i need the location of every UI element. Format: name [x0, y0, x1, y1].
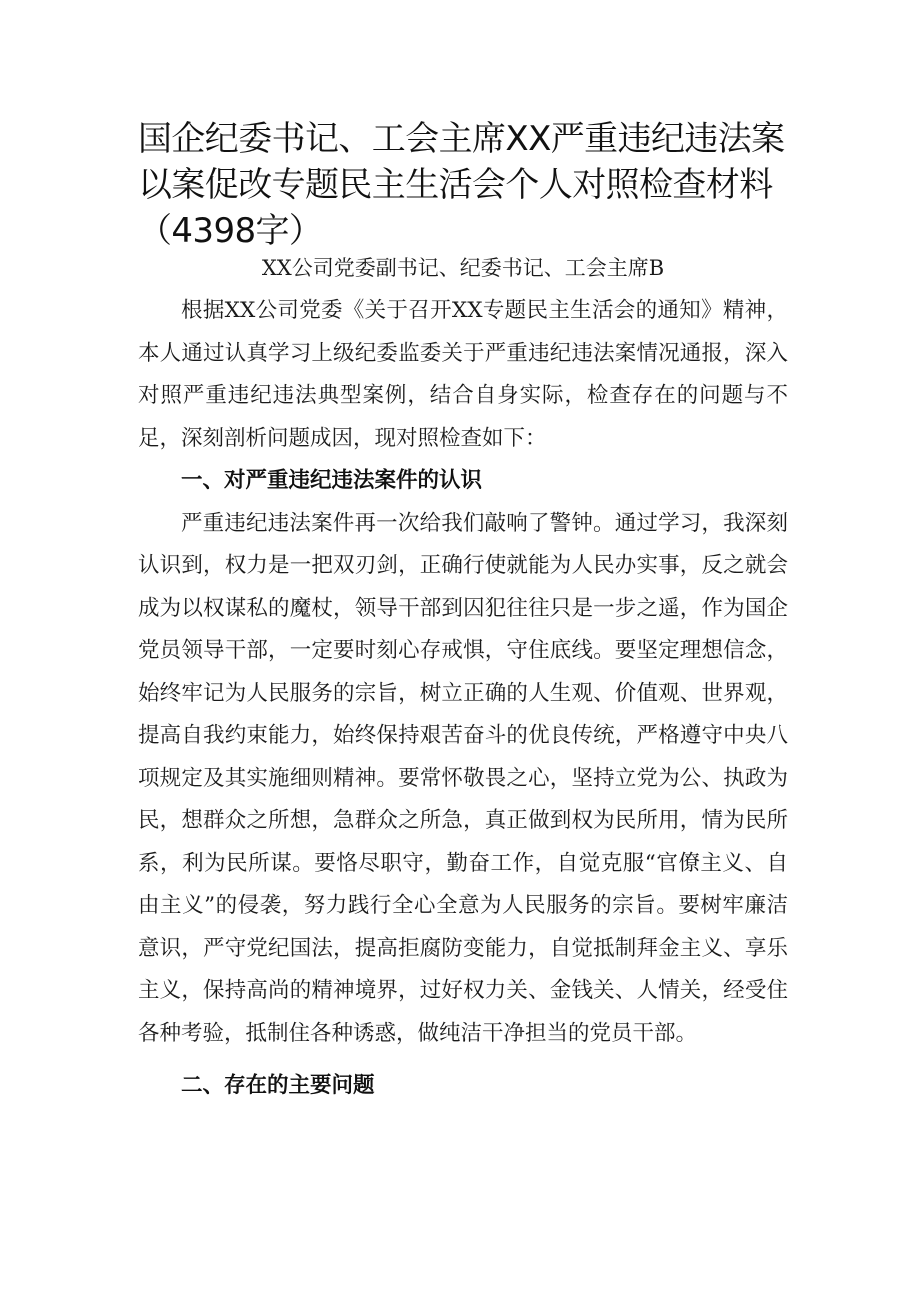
document-title: 国企纪委书记、工会主席XX严重违纪违法案以案促改专题民主生活会个人对照检查材料（4398字）: [138, 119, 785, 251]
section-1-paragraph: 严重违纪违法案件再一次给我们敲响了警钟。通过学习，我深刻认识到，权力是一把双刃剑，正确行使就能为人民办实事，反之就会成为以权谋私的魔杖，领导干部到囚犯往往只是一步之遥，作为国企党员领导干部，一定要时刻心存戒惧，守住底线。要坚定理想信念，始终牢记为人民服务的宗旨，树立正确的人生观、价值观、世界观，提高自我约束能力，始终保持艰苦奋斗的优良传统，严格遵守中央八项规定及其实施细则精神。要常怀敬畏之心，坚持立党为公、执政为民，想群众之所想，急群众之所急，真正做到权为民所用，情为民所系，利为民所谋。要恪尽职守，勤奋工作，自觉克服“官僚主义、自由主义”的侵袭，努力践行全心全意为人民服务的宗旨。要树牢廉洁意识，严守党纪国法，提高拒腐防变能力，自觉抵制拜金主义、享乐主义，保持高尚的精神境界，过好权力关、金钱关、人情关，经受住各种考验，抵制住各种诱惑，做纯洁干净担当的党员干部。: [138, 510, 788, 1046]
intro-paragraph: 根据XX公司党委《关于召开XX专题民主生活会的通知》精神，本人通过认真学习上级纪委监委关于严重违纪违法案情况通报，深入对照严重违纪违法典型案例，结合自身实际，检查存在的问题与不足，深刻剖析问题成因，现对照检查如下：: [138, 298, 788, 451]
section-heading-1: 一、对严重违纪违法案件的认识: [181, 468, 483, 493]
document-body: [138, 290, 788, 1108]
section-heading-2: 二、存在的主要问题: [181, 1073, 375, 1098]
author-line: XX公司党委副书记、纪委书记、工会主席B: [261, 256, 665, 280]
